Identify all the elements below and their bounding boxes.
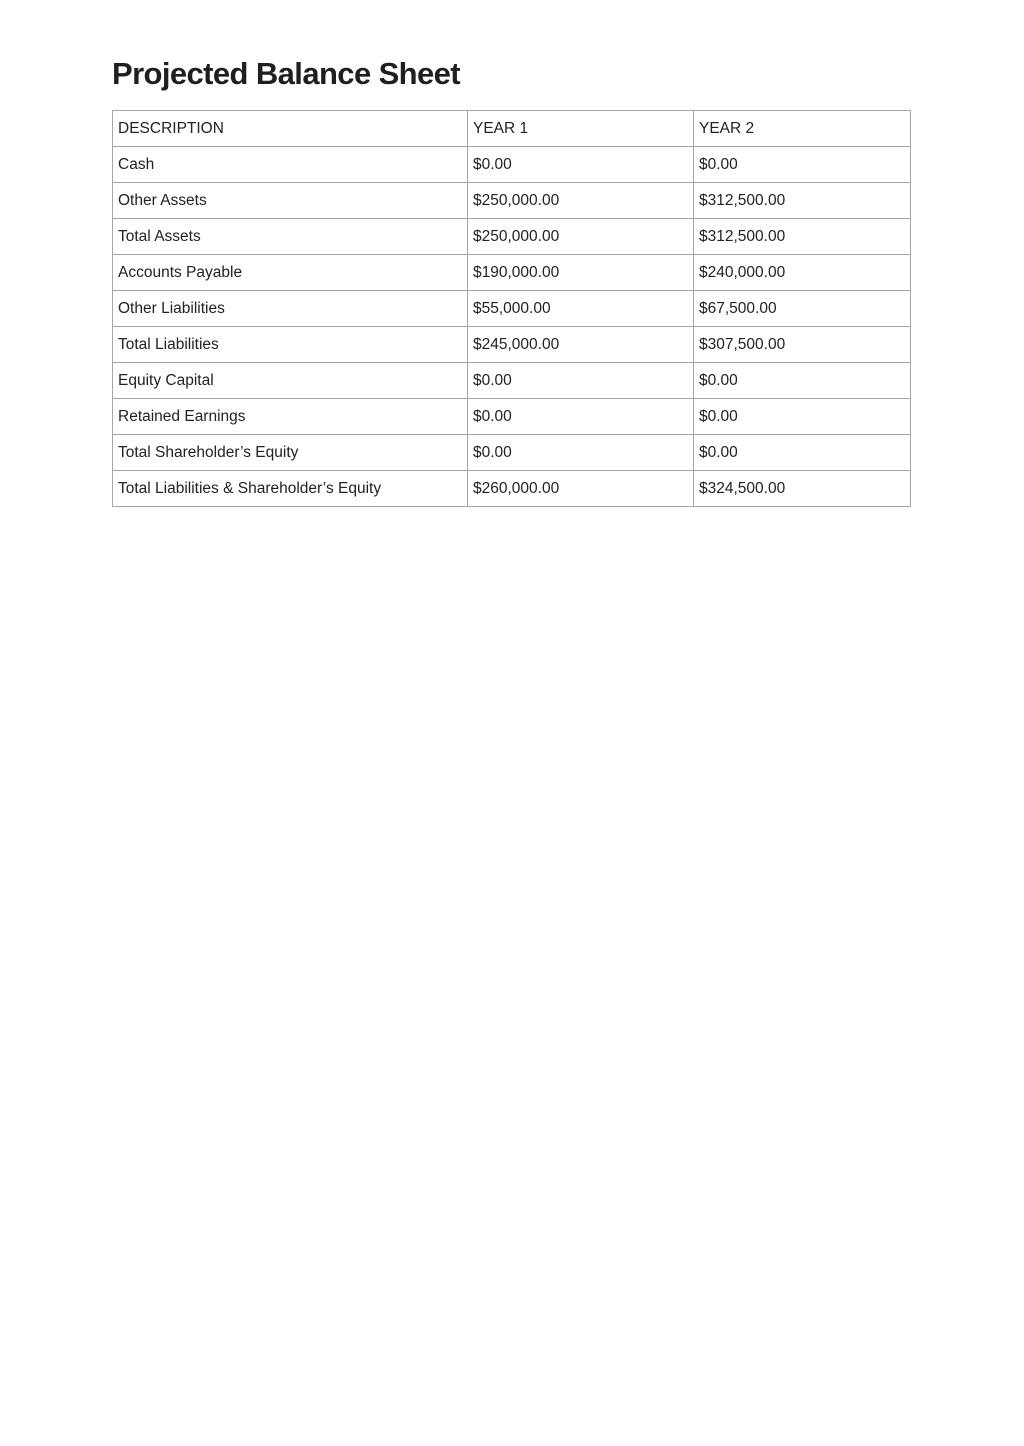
header-year-1: YEAR 1 xyxy=(468,111,694,147)
row-description: Total Shareholder’s Equity xyxy=(113,435,468,471)
row-year-2-value: $312,500.00 xyxy=(694,219,911,255)
table-row xyxy=(113,147,911,183)
row-year-1-value: $0.00 xyxy=(468,399,694,435)
row-year-1-value: $190,000.00 xyxy=(468,255,694,291)
table-row xyxy=(113,435,911,471)
row-year-2-value: $67,500.00 xyxy=(694,291,911,327)
row-description: Equity Capital xyxy=(113,363,468,399)
row-year-2-value: $0.00 xyxy=(694,435,911,471)
row-year-1-value: $55,000.00 xyxy=(468,291,694,327)
row-year-1-value: $0.00 xyxy=(468,435,694,471)
row-year-1-value: $250,000.00 xyxy=(468,219,694,255)
table-row xyxy=(113,363,911,399)
row-description: Total Liabilities & Shareholder’s Equity xyxy=(113,471,468,507)
row-description: Other Assets xyxy=(113,183,468,219)
document-page xyxy=(112,52,910,507)
table-header-row xyxy=(113,111,911,147)
row-year-1-value: $0.00 xyxy=(468,363,694,399)
row-year-2-value: $240,000.00 xyxy=(694,255,911,291)
table-row xyxy=(113,291,911,327)
table-row xyxy=(113,219,911,255)
page-title: Projected Balance Sheet xyxy=(112,56,461,91)
row-description: Cash xyxy=(113,147,468,183)
row-description: Retained Earnings xyxy=(113,399,468,435)
table-row xyxy=(113,255,911,291)
row-year-1-value: $250,000.00 xyxy=(468,183,694,219)
row-year-1-value: $0.00 xyxy=(468,147,694,183)
row-year-1-value: $245,000.00 xyxy=(468,327,694,363)
row-year-2-value: $0.00 xyxy=(694,363,911,399)
row-year-1-value: $260,000.00 xyxy=(468,471,694,507)
table-row xyxy=(113,399,911,435)
header-description: DESCRIPTION xyxy=(113,111,468,147)
row-description: Total Liabilities xyxy=(113,327,468,363)
row-year-2-value: $0.00 xyxy=(694,147,911,183)
table-row xyxy=(113,327,911,363)
table-row xyxy=(113,471,911,507)
header-year-2: YEAR 2 xyxy=(694,111,911,147)
row-description: Total Assets xyxy=(113,219,468,255)
row-year-2-value: $307,500.00 xyxy=(694,327,911,363)
row-description: Other Liabilities xyxy=(113,291,468,327)
balance-sheet-table xyxy=(112,110,911,507)
row-year-2-value: $312,500.00 xyxy=(694,183,911,219)
table-row xyxy=(113,183,911,219)
row-description: Accounts Payable xyxy=(113,255,468,291)
row-year-2-value: $0.00 xyxy=(694,399,911,435)
row-year-2-value: $324,500.00 xyxy=(694,471,911,507)
